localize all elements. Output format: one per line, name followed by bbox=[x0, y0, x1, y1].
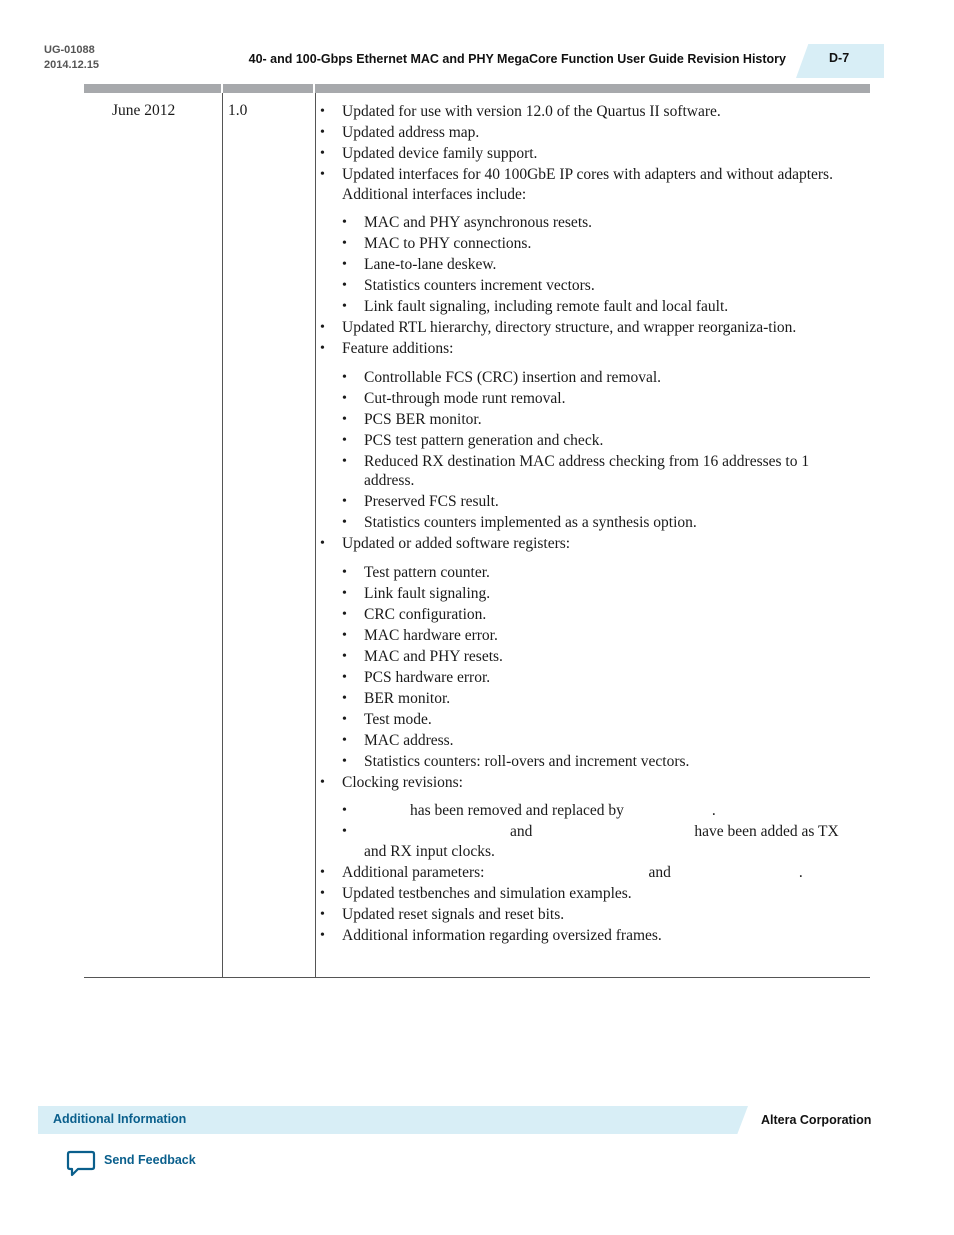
list-item: • MAC and PHY resets. bbox=[342, 647, 503, 665]
speech-bubble-icon[interactable] bbox=[66, 1150, 96, 1178]
bullet-icon: • bbox=[342, 732, 347, 748]
bullet-icon: • bbox=[342, 453, 347, 469]
bullet-icon: • bbox=[320, 104, 325, 119]
bullet-icon: • bbox=[342, 585, 347, 601]
list-item: • PCS BER monitor. bbox=[342, 410, 482, 428]
bullet-icon: • bbox=[342, 299, 347, 314]
table-bottom-rule bbox=[84, 977, 870, 978]
list-item: • Cut-through mode runt removal. bbox=[342, 389, 566, 407]
list-item: • BER monitor. bbox=[342, 689, 451, 707]
header-separator bbox=[313, 84, 315, 93]
doc-id: UG-01088 bbox=[44, 44, 95, 56]
bullet-icon: • bbox=[342, 215, 347, 230]
additional-information-link[interactable]: Additional Information bbox=[53, 1112, 187, 1126]
list-item: • Controllable FCS (CRC) insertion and removal. bbox=[342, 368, 662, 386]
bullet-icon: • bbox=[320, 536, 325, 551]
column-divider bbox=[222, 93, 223, 978]
bullet-icon: • bbox=[342, 669, 347, 685]
list-item: • Statistics counters increment vectors. bbox=[342, 277, 595, 294]
bullet-icon: • bbox=[320, 167, 325, 182]
list-item: • Updated RTL hierarchy, directory structure, and wrapper reorganiza-tion. bbox=[320, 319, 797, 336]
sub-list bbox=[342, 213, 845, 317]
bullet-icon: • bbox=[342, 753, 347, 769]
bullet-icon: • bbox=[342, 278, 347, 293]
bullet-icon: • bbox=[342, 824, 347, 839]
list-item: • Feature additions: • Controllable FCS (CRC) insertion and removal. • Cut-through mode runt removal. • PCS BER monitor. • PCS test pattern generation and check. • Reduced RX destination MAC address checking from 16 addresses to 1 address. • Preserved FCS result. • Statistics counters implemented as a synthesis option. bbox=[320, 339, 845, 533]
list-item: • Updated or added software registers: • Test pattern counter. • Link fault signaling. • CRC configuration. • MAC hardware error. • MAC and PHY resets. • PCS hardware error. • BER monitor. • Test mode. • MAC address. • Statistics counters: roll-overs and increment vectors. bbox=[320, 534, 845, 771]
list-item: • Updated interfaces for 40 100GbE IP cores with adapters and without adapters. Additional interfaces include: • MAC and PHY asynchronous resets. • MAC to PHY connections. • Lane-to-lane deskew. • Statistics counters increment vectors. • Link fault signaling, including remote fault and local fault. bbox=[320, 165, 845, 317]
bullet-icon: • bbox=[342, 390, 347, 406]
list-item: • Updated device family support. bbox=[320, 145, 538, 162]
list-item: • Preserved FCS result. bbox=[342, 493, 499, 510]
bullet-icon: • bbox=[320, 774, 325, 790]
bullet-icon: • bbox=[320, 125, 325, 140]
revision-changes bbox=[320, 102, 845, 947]
bullet-icon: • bbox=[342, 690, 347, 706]
list-item: • Clocking revisions: • has been removed and replaced by . • and have been added as TX and RX input clocks. bbox=[320, 773, 845, 862]
bullet-icon: • bbox=[320, 146, 325, 161]
header-separator bbox=[221, 84, 223, 93]
list-item: • Updated address map. bbox=[320, 124, 480, 141]
bullet-icon: • bbox=[342, 494, 347, 509]
bullet-icon: • bbox=[342, 432, 347, 448]
bullet-icon: • bbox=[342, 711, 347, 727]
list-item: • Test mode. bbox=[342, 710, 432, 728]
list-item: • Updated for use with version 12.0 of the Quartus II software. bbox=[320, 103, 721, 120]
revision-version: 1.0 bbox=[228, 102, 248, 119]
bullet-icon: • bbox=[342, 257, 347, 272]
bullet-icon: • bbox=[342, 648, 347, 664]
list-item: • Updated reset signals and reset bits. bbox=[320, 905, 565, 923]
bullet-icon: • bbox=[342, 606, 347, 622]
bullet-icon: • bbox=[320, 885, 325, 901]
list-item: • Test pattern counter. bbox=[342, 563, 490, 581]
doc-id-block bbox=[44, 43, 99, 73]
list-item: • Link fault signaling. bbox=[342, 584, 491, 602]
list-item: • Statistics counters: roll-overs and increment vectors. bbox=[342, 752, 690, 770]
corporation-name: Altera Corporation bbox=[761, 1113, 872, 1127]
change-list bbox=[320, 102, 845, 945]
bullet-icon: • bbox=[342, 515, 347, 530]
doc-title: 40- and 100-Gbps Ethernet MAC and PHY MegaCore Function User Guide Revision History bbox=[248, 52, 786, 66]
revision-date: June 2012 bbox=[112, 102, 176, 119]
sub-list bbox=[342, 801, 845, 861]
list-item: • MAC and PHY asynchronous resets. bbox=[342, 214, 593, 231]
bullet-icon: • bbox=[342, 369, 347, 385]
list-item: • Link fault signaling, including remote fault and local fault. bbox=[342, 298, 729, 315]
list-item: • PCS test pattern generation and check. bbox=[342, 431, 604, 449]
list-item: • has been removed and replaced by . bbox=[342, 802, 716, 819]
page-number: D-7 bbox=[829, 51, 850, 65]
bullet-icon: • bbox=[320, 320, 325, 335]
bullet-icon: • bbox=[342, 803, 347, 818]
list-item: • MAC address. bbox=[342, 731, 454, 749]
bullet-icon: • bbox=[320, 864, 325, 880]
bullet-icon: • bbox=[320, 927, 325, 943]
sub-list bbox=[342, 368, 845, 533]
list-item: • Updated testbenches and simulation examples. bbox=[320, 884, 632, 902]
list-item: • MAC to PHY connections. bbox=[342, 235, 532, 252]
list-item: • and have been added as TX and RX input clocks. bbox=[342, 823, 839, 860]
bullet-icon: • bbox=[320, 906, 325, 922]
bullet-icon: • bbox=[320, 341, 325, 356]
list-item: • Statistics counters implemented as a synthesis option. bbox=[342, 514, 697, 531]
doc-date: 2014.12.15 bbox=[44, 59, 100, 71]
bullet-icon: • bbox=[342, 411, 347, 427]
bullet-icon: • bbox=[342, 627, 347, 643]
list-item: • Reduced RX destination MAC address checking from 16 addresses to 1 address. bbox=[342, 452, 810, 489]
sub-list bbox=[342, 563, 845, 772]
list-item: • CRC configuration. bbox=[342, 605, 487, 623]
table-header-bar bbox=[84, 84, 870, 93]
column-divider bbox=[315, 93, 316, 978]
bullet-icon: • bbox=[342, 564, 347, 580]
list-item: • Additional information regarding oversized frames. bbox=[320, 926, 662, 944]
list-item: • Lane-to-lane deskew. bbox=[342, 256, 497, 273]
list-item: • Additional parameters: and . bbox=[320, 863, 803, 881]
list-item: • PCS hardware error. bbox=[342, 668, 491, 686]
bullet-icon: • bbox=[342, 236, 347, 251]
send-feedback-link[interactable]: Send Feedback bbox=[104, 1153, 196, 1167]
list-item: • MAC hardware error. bbox=[342, 626, 498, 644]
